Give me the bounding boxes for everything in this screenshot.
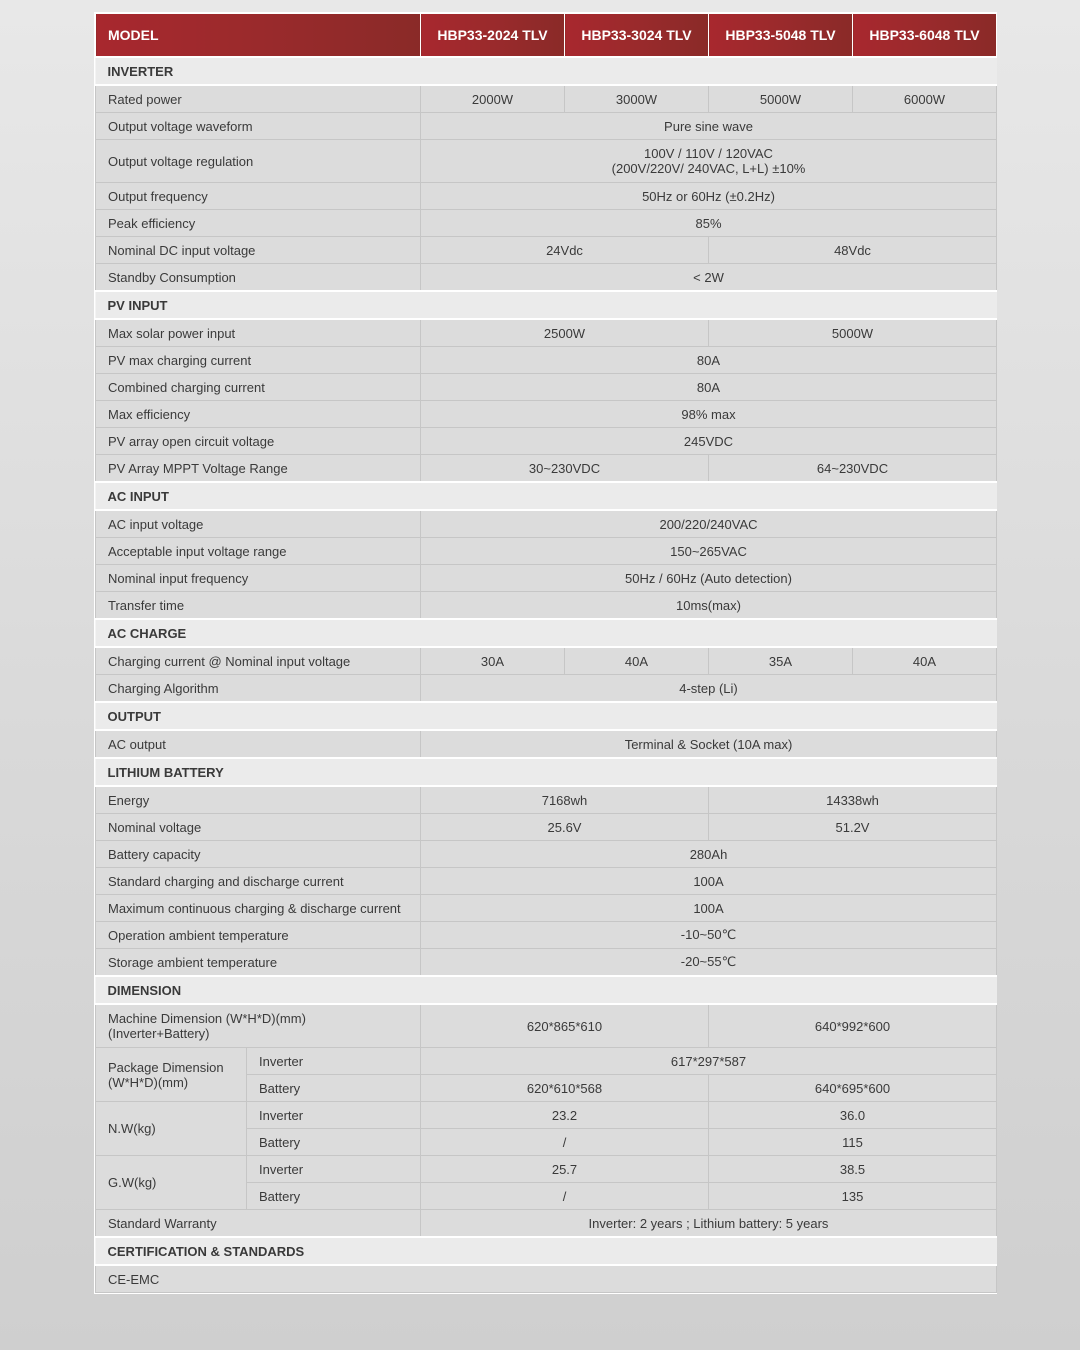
cell: 100A bbox=[421, 895, 997, 922]
row-label: Combined charging current bbox=[96, 374, 421, 401]
cell: 280Ah bbox=[421, 841, 997, 868]
model-col-2: HBP33-3024 TLV bbox=[565, 14, 709, 58]
cell: 7168wh bbox=[421, 786, 709, 814]
cell: Pure sine wave bbox=[421, 113, 997, 140]
model-col-1: HBP33-2024 TLV bbox=[421, 14, 565, 58]
section-title: PV INPUT bbox=[96, 291, 997, 319]
cell: 135 bbox=[709, 1183, 997, 1210]
table-row bbox=[96, 264, 997, 292]
section-inverter bbox=[96, 57, 997, 85]
sub-label: Battery bbox=[247, 1183, 421, 1210]
cell: Inverter: 2 years ; Lithium battery: 5 years bbox=[421, 1210, 997, 1238]
row-label: Battery capacity bbox=[96, 841, 421, 868]
row-label: Standard Warranty bbox=[96, 1210, 421, 1238]
table-row bbox=[96, 592, 997, 620]
table-row bbox=[96, 730, 997, 758]
table-row bbox=[96, 868, 997, 895]
cell: 48Vdc bbox=[709, 237, 997, 264]
table-row bbox=[96, 675, 997, 703]
table-row bbox=[96, 1265, 997, 1293]
cell: 24Vdc bbox=[421, 237, 709, 264]
table-row bbox=[96, 895, 997, 922]
cell: 25.6V bbox=[421, 814, 709, 841]
table-row bbox=[96, 455, 997, 483]
sub-label: Battery bbox=[247, 1129, 421, 1156]
cell: 150~265VAC bbox=[421, 538, 997, 565]
section-ac-input bbox=[96, 482, 997, 510]
table-row bbox=[96, 85, 997, 113]
table-row bbox=[96, 1004, 997, 1048]
table-row bbox=[96, 1156, 997, 1183]
cell: 115 bbox=[709, 1129, 997, 1156]
header-row bbox=[96, 14, 997, 58]
cell: -10~50℃ bbox=[421, 922, 997, 949]
section-output bbox=[96, 702, 997, 730]
row-label: Charging Algorithm bbox=[96, 675, 421, 703]
table-row bbox=[96, 319, 997, 347]
cell: 50Hz / 60Hz (Auto detection) bbox=[421, 565, 997, 592]
table-row bbox=[96, 113, 997, 140]
table-row bbox=[96, 786, 997, 814]
table-row bbox=[96, 183, 997, 210]
cell: 40A bbox=[853, 647, 997, 675]
spec-sheet bbox=[94, 12, 997, 1294]
table-row bbox=[96, 210, 997, 237]
row-label: PV array open circuit voltage bbox=[96, 428, 421, 455]
row-label: Standby Consumption bbox=[96, 264, 421, 292]
cell: 2500W bbox=[421, 319, 709, 347]
cell: 5000W bbox=[709, 319, 997, 347]
table-row bbox=[96, 1210, 997, 1238]
row-label: AC output bbox=[96, 730, 421, 758]
table-row bbox=[96, 347, 997, 374]
table-row bbox=[96, 1048, 997, 1075]
cell: 200/220/240VAC bbox=[421, 510, 997, 538]
cell: 5000W bbox=[709, 85, 853, 113]
table-row bbox=[96, 841, 997, 868]
cell: 23.2 bbox=[421, 1102, 709, 1129]
sub-label: Inverter bbox=[247, 1156, 421, 1183]
table-row bbox=[96, 949, 997, 977]
cell: 36.0 bbox=[709, 1102, 997, 1129]
table-row bbox=[96, 814, 997, 841]
row-label: Nominal input frequency bbox=[96, 565, 421, 592]
row-label: Machine Dimension (W*H*D)(mm) (Inverter+Battery) bbox=[96, 1004, 421, 1048]
cell: 6000W bbox=[853, 85, 997, 113]
spec-table bbox=[95, 13, 997, 1293]
section-title: CERTIFICATION & STANDARDS bbox=[96, 1237, 997, 1265]
table-row bbox=[96, 401, 997, 428]
section-lithium-battery bbox=[96, 758, 997, 786]
cell: 3000W bbox=[565, 85, 709, 113]
section-title: INVERTER bbox=[96, 57, 997, 85]
cell: 100A bbox=[421, 868, 997, 895]
row-label: Standard charging and discharge current bbox=[96, 868, 421, 895]
row-label: Storage ambient temperature bbox=[96, 949, 421, 977]
row-label: N.W(kg) bbox=[96, 1102, 247, 1156]
section-pv-input bbox=[96, 291, 997, 319]
row-label: Maximum continuous charging & discharge current bbox=[96, 895, 421, 922]
section-title: DIMENSION bbox=[96, 976, 997, 1004]
cell: 10ms(max) bbox=[421, 592, 997, 620]
sub-label: Battery bbox=[247, 1075, 421, 1102]
cell-line-2: (200V/220V/ 240VAC, L+L) ±10% bbox=[611, 161, 806, 176]
cell: 30A bbox=[421, 647, 565, 675]
cell: 80A bbox=[421, 347, 997, 374]
row-label: Nominal DC input voltage bbox=[96, 237, 421, 264]
row-label: Output voltage waveform bbox=[96, 113, 421, 140]
cell: 640*695*600 bbox=[709, 1075, 997, 1102]
section-title: AC CHARGE bbox=[96, 619, 997, 647]
cell: 617*297*587 bbox=[421, 1048, 997, 1075]
row-label: Nominal voltage bbox=[96, 814, 421, 841]
cell: 25.7 bbox=[421, 1156, 709, 1183]
sub-label: Inverter bbox=[247, 1048, 421, 1075]
table-row bbox=[96, 428, 997, 455]
cell: 30~230VDC bbox=[421, 455, 709, 483]
table-row bbox=[96, 1102, 997, 1129]
row-label: Transfer time bbox=[96, 592, 421, 620]
table-row bbox=[96, 647, 997, 675]
row-label: Charging current @ Nominal input voltage bbox=[96, 647, 421, 675]
cell: 35A bbox=[709, 647, 853, 675]
row-label: Output frequency bbox=[96, 183, 421, 210]
cell: 245VDC bbox=[421, 428, 997, 455]
row-label: Energy bbox=[96, 786, 421, 814]
cell: 620*610*568 bbox=[421, 1075, 709, 1102]
section-ac-charge bbox=[96, 619, 997, 647]
row-label: Rated power bbox=[96, 85, 421, 113]
model-header: MODEL bbox=[96, 14, 421, 58]
table-row bbox=[96, 565, 997, 592]
cell-line-1: 100V / 110V / 120VAC bbox=[644, 146, 773, 161]
cell: 640*992*600 bbox=[709, 1004, 997, 1048]
table-row bbox=[96, 922, 997, 949]
section-certification bbox=[96, 1237, 997, 1265]
row-label: Max efficiency bbox=[96, 401, 421, 428]
model-col-3: HBP33-5048 TLV bbox=[709, 14, 853, 58]
cell: 40A bbox=[565, 647, 709, 675]
cell: 64~230VDC bbox=[709, 455, 997, 483]
cell: < 2W bbox=[421, 264, 997, 292]
section-dimension bbox=[96, 976, 997, 1004]
cell: 51.2V bbox=[709, 814, 997, 841]
row-label: Package Dimension (W*H*D)(mm) bbox=[96, 1048, 247, 1102]
row-label: Output voltage regulation bbox=[96, 140, 421, 183]
cell: 14338wh bbox=[709, 786, 997, 814]
row-label: AC input voltage bbox=[96, 510, 421, 538]
row-label: Peak efficiency bbox=[96, 210, 421, 237]
model-col-4: HBP33-6048 TLV bbox=[853, 14, 997, 58]
row-label: PV max charging current bbox=[96, 347, 421, 374]
cell: 620*865*610 bbox=[421, 1004, 709, 1048]
cell: / bbox=[421, 1129, 709, 1156]
row-label: Acceptable input voltage range bbox=[96, 538, 421, 565]
cell: 98% max bbox=[421, 401, 997, 428]
table-row bbox=[96, 510, 997, 538]
cell: 85% bbox=[421, 210, 997, 237]
row-label: Operation ambient temperature bbox=[96, 922, 421, 949]
row-label: Max solar power input bbox=[96, 319, 421, 347]
sub-label: Inverter bbox=[247, 1102, 421, 1129]
cell: 80A bbox=[421, 374, 997, 401]
table-row bbox=[96, 374, 997, 401]
section-title: AC INPUT bbox=[96, 482, 997, 510]
section-title: OUTPUT bbox=[96, 702, 997, 730]
table-row bbox=[96, 237, 997, 264]
cell: 4-step (Li) bbox=[421, 675, 997, 703]
cell: Terminal & Socket (10A max) bbox=[421, 730, 997, 758]
section-title: LITHIUM BATTERY bbox=[96, 758, 997, 786]
cell: 38.5 bbox=[709, 1156, 997, 1183]
cell: / bbox=[421, 1183, 709, 1210]
table-row bbox=[96, 538, 997, 565]
cell bbox=[421, 140, 997, 183]
cell: 2000W bbox=[421, 85, 565, 113]
cell: -20~55℃ bbox=[421, 949, 997, 977]
row-label: G.W(kg) bbox=[96, 1156, 247, 1210]
cell: 50Hz or 60Hz (±0.2Hz) bbox=[421, 183, 997, 210]
table-row bbox=[96, 140, 997, 183]
row-label: PV Array MPPT Voltage Range bbox=[96, 455, 421, 483]
cell: CE-EMC bbox=[96, 1265, 997, 1293]
